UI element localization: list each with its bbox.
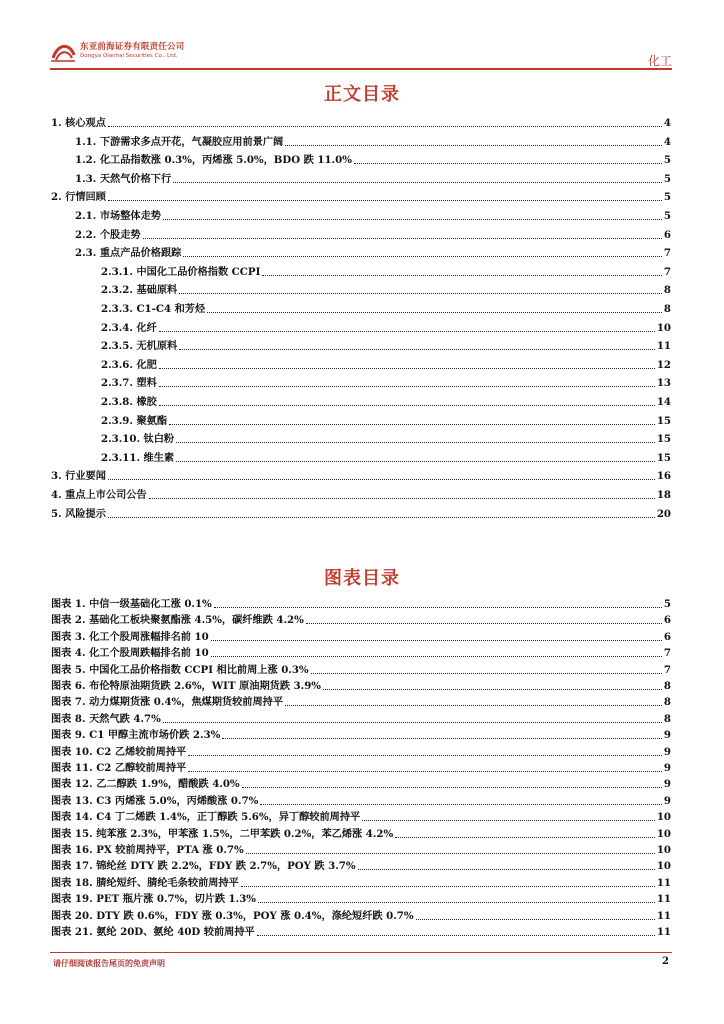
leader-dots — [246, 853, 655, 854]
entry-label: 图表 8. 天然气跌 4.7% — [51, 712, 161, 725]
leader-dots — [176, 442, 655, 443]
entry-label: 2.2. 个股走势 — [75, 228, 141, 241]
entry-page: 9 — [663, 729, 671, 742]
entry-page: 6 — [663, 228, 671, 241]
entry-page: 6 — [663, 630, 671, 643]
entry-label: 图表 7. 动力煤期货涨 0.4%，焦煤期货较前周持平 — [51, 696, 284, 709]
toc-entry[interactable] — [51, 430, 671, 446]
entry-label: 图表 13. C3 丙烯涨 5.0%，丙烯酸涨 0.7% — [51, 794, 259, 807]
entry-label: 1.2. 化工品指数涨 0.3%，丙烯涨 5.0%，BDO 跌 11.0% — [75, 154, 352, 167]
entry-page: 5 — [663, 191, 671, 204]
entry-page: 10 — [656, 844, 671, 856]
page-header — [0, 0, 724, 72]
entry-page: 10 — [656, 811, 671, 824]
leader-dots — [159, 405, 655, 406]
entry-page: 11 — [656, 926, 671, 938]
entry-label: 2.3.2. 基础原料 — [101, 284, 178, 297]
entry-page: 20 — [656, 507, 671, 520]
entry-page: 9 — [663, 778, 671, 791]
entry-page: 11 — [656, 909, 671, 922]
figure-entry[interactable] — [51, 825, 671, 841]
figure-entry[interactable] — [51, 874, 671, 890]
leader-dots — [179, 293, 662, 294]
leader-dots — [214, 607, 662, 608]
leader-dots — [358, 869, 655, 870]
leader-dots — [395, 837, 655, 838]
entry-page: 4 — [663, 135, 671, 148]
entry-page: 18 — [656, 489, 671, 501]
entry-page: 5 — [663, 154, 671, 167]
entry-label: 图表 2. 基础化工板块聚氨酯涨 4.5%，碳纤维跌 4.2% — [51, 614, 304, 627]
entry-page: 8 — [663, 303, 671, 315]
toc-entry[interactable] — [51, 188, 671, 204]
toc-entry[interactable] — [51, 151, 671, 167]
leader-dots — [354, 163, 662, 164]
entry-label: 1.1. 下游需求多点开花，气凝胶应用前景广阔 — [75, 135, 284, 148]
entry-page: 7 — [663, 647, 671, 660]
entry-label: 2.1. 市场整体走势 — [75, 210, 161, 222]
figure-entry[interactable] — [51, 857, 671, 873]
entry-label: 图表 11. C2 乙醇较前周持平 — [51, 762, 187, 774]
entry-page: 16 — [656, 470, 671, 483]
entry-label: 2.3.7. 塑料 — [101, 377, 157, 390]
entry-label: 图表 17. 锦纶丝 DTY 跌 2.2%，FDY 跌 2.7%，POY 跌 3.7% — [51, 860, 356, 873]
entry-page: 6 — [663, 614, 671, 627]
entry-label: 图表 16. PX 较前周持平，PTA 涨 0.7% — [51, 844, 244, 856]
entry-label: 1. 核心观点 — [51, 117, 106, 129]
leader-dots — [260, 804, 662, 805]
entry-label: 图表 1. 中信一级基础化工涨 0.1% — [51, 598, 212, 610]
page-number: 2 — [662, 956, 669, 967]
toc-entry[interactable] — [51, 263, 671, 279]
leader-dots — [257, 935, 655, 936]
leader-dots — [159, 386, 655, 387]
entry-label: 2.3.8. 橡胶 — [101, 396, 157, 408]
leader-dots — [163, 722, 662, 723]
toc-title: 正文目录 — [324, 84, 400, 105]
figures-title: 图表目录 — [324, 568, 400, 589]
leader-dots — [258, 902, 655, 903]
leader-dots — [176, 461, 655, 462]
entry-page: 9 — [663, 794, 671, 807]
figure-entry[interactable] — [51, 890, 671, 906]
toc-entry[interactable] — [51, 449, 671, 465]
entry-label: 2.3.1. 中国化工品价格指数 CCPI — [101, 265, 261, 278]
figure-entry[interactable] — [51, 775, 671, 791]
toc-entry[interactable] — [51, 337, 671, 353]
toc-entry[interactable] — [51, 114, 671, 130]
entry-label: 2. 行情回顾 — [51, 191, 106, 204]
entry-page: 14 — [656, 396, 671, 408]
leader-dots — [108, 200, 662, 201]
toc-entry[interactable] — [51, 300, 671, 316]
entry-page: 13 — [656, 377, 671, 390]
entry-label: 4. 重点上市公司公告 — [51, 489, 147, 501]
leader-dots — [242, 787, 662, 788]
figure-entry[interactable] — [51, 792, 671, 808]
figure-entry[interactable] — [51, 808, 671, 824]
entry-label: 图表 18. 腈纶短纤、腈纶毛条较前周持平 — [51, 876, 239, 889]
entry-label: 2.3.11. 维生素 — [101, 451, 175, 464]
entry-page: 4 — [663, 117, 671, 129]
leader-dots — [179, 349, 655, 350]
company-name-en: Dongya Qianhai Securities Co., Ltd. — [80, 53, 178, 59]
figure-entry[interactable] — [51, 661, 671, 677]
entry-label: 2.3.5. 无机原料 — [101, 340, 178, 353]
entry-label: 1.3. 天然气价格下行 — [75, 172, 172, 185]
leader-dots — [211, 656, 662, 657]
leader-dots — [306, 623, 662, 624]
entry-page: 15 — [656, 433, 671, 446]
entry-page: 8 — [663, 696, 671, 709]
leader-dots — [159, 368, 655, 369]
figure-entry[interactable] — [51, 693, 671, 709]
entry-page: 11 — [656, 340, 671, 353]
header-divider — [50, 68, 672, 70]
leader-dots — [362, 820, 655, 821]
entry-page: 10 — [656, 827, 671, 840]
leader-dots — [163, 219, 662, 220]
figure-entry[interactable] — [51, 628, 671, 644]
entry-label: 5. 风险提示 — [51, 507, 106, 520]
entry-page: 5 — [663, 172, 671, 185]
leader-dots — [285, 705, 662, 706]
figure-entry[interactable] — [51, 923, 671, 939]
toc-entry[interactable] — [51, 412, 671, 428]
entry-page: 15 — [656, 414, 671, 427]
entry-label: 2.3.3. C1-C4 和芳烃 — [101, 303, 206, 315]
entry-label: 2.3. 重点产品价格跟踪 — [75, 247, 182, 260]
leader-dots — [188, 771, 662, 772]
entry-page: 5 — [663, 210, 671, 222]
leader-dots — [285, 145, 662, 146]
toc-entry[interactable] — [51, 374, 671, 390]
figure-entry[interactable] — [51, 677, 671, 693]
entry-label: 图表 9. C1 甲醇主流市场价跌 2.3% — [51, 729, 221, 742]
leader-dots — [149, 498, 655, 499]
entry-label: 图表 12. 乙二醇跌 1.9%，醋酸跌 4.0% — [51, 778, 240, 791]
leader-dots — [169, 424, 655, 425]
entry-page: 7 — [663, 265, 671, 278]
leader-dots — [241, 886, 655, 887]
entry-page: 9 — [663, 762, 671, 774]
figure-entry[interactable] — [51, 611, 671, 627]
disclaimer-note: 请仔细阅读报告尾页的免责声明 — [53, 959, 165, 968]
toc-entry[interactable] — [51, 319, 671, 335]
leader-dots — [222, 738, 662, 739]
leader-dots — [188, 755, 662, 756]
toc-entry[interactable] — [51, 393, 671, 409]
entry-page: 8 — [663, 712, 671, 725]
leader-dots — [183, 256, 662, 257]
leader-dots — [108, 479, 655, 480]
company-name-cn: 东亚前海证券有限责任公司 — [80, 42, 185, 52]
entry-label: 2.3.6. 化肥 — [101, 358, 157, 371]
toc-entry[interactable] — [51, 486, 671, 502]
entry-label: 2.3.10. 钛白粉 — [101, 433, 175, 446]
toc-entry[interactable] — [51, 467, 671, 483]
entry-page: 8 — [663, 284, 671, 297]
leader-dots — [108, 126, 662, 127]
entry-page: 11 — [656, 893, 671, 906]
toc-entry[interactable] — [51, 505, 671, 521]
company-logo-icon — [50, 39, 76, 65]
entry-label: 图表 14. C4 丁二烯跌 1.4%，正丁醇跌 5.6%，异丁醇较前周持平 — [51, 811, 361, 824]
entry-label: 图表 20. DTY 跌 0.6%，FDY 涨 0.3%，POY 涨 0.4%，涤纶短纤跌 0.7% — [51, 909, 414, 922]
toc-entry[interactable] — [51, 226, 671, 242]
figure-entry[interactable] — [51, 759, 671, 775]
entry-page: 15 — [656, 451, 671, 464]
leader-dots — [143, 238, 662, 239]
entry-page: 11 — [656, 876, 671, 889]
toc-entry[interactable] — [51, 170, 671, 186]
entry-page: 9 — [663, 745, 671, 758]
leader-dots — [416, 919, 655, 920]
footer-divider — [50, 952, 672, 953]
entry-label: 3. 行业要闻 — [51, 470, 106, 483]
figure-entry[interactable] — [51, 726, 671, 742]
entry-label: 图表 10. C2 乙烯较前周持平 — [51, 745, 187, 758]
figure-entry[interactable] — [51, 644, 671, 660]
figure-entry[interactable] — [51, 710, 671, 726]
figure-entry[interactable] — [51, 907, 671, 923]
leader-dots — [159, 331, 655, 332]
entry-label: 图表 6. 布伦特原油期货跌 2.6%，WIT 原油期货跌 3.9% — [51, 680, 321, 692]
figure-entry[interactable] — [51, 595, 671, 611]
leader-dots — [262, 275, 662, 276]
figure-entry[interactable] — [51, 841, 671, 857]
toc-entry[interactable] — [51, 244, 671, 260]
leader-dots — [173, 182, 662, 183]
leader-dots — [323, 689, 662, 690]
entry-page: 8 — [663, 680, 671, 692]
leader-dots — [211, 640, 662, 641]
toc-entry[interactable] — [51, 281, 671, 297]
entry-label: 图表 19. PET 瓶片涨 0.7%，切片跌 1.3% — [51, 893, 256, 906]
leader-dots — [108, 517, 655, 518]
figure-entry[interactable] — [51, 743, 671, 759]
entry-page: 5 — [663, 598, 671, 610]
toc-entry[interactable] — [51, 133, 671, 149]
entry-label: 图表 15. 纯苯涨 2.3%，甲苯涨 1.5%，二甲苯跌 0.2%，苯乙烯涨 4.2% — [51, 827, 394, 840]
entry-label: 图表 4. 化工个股周跌幅排名前 10 — [51, 647, 209, 660]
toc-entry[interactable] — [51, 356, 671, 372]
entry-label: 图表 21. 氨纶 20D、氨纶 40D 较前周持平 — [51, 926, 255, 938]
entry-page: 7 — [663, 663, 671, 676]
entry-label: 2.3.9. 聚氨酯 — [101, 414, 168, 427]
industry-label: 化工 — [647, 54, 672, 68]
entry-page: 10 — [656, 321, 671, 334]
leader-dots — [207, 312, 662, 313]
entry-page: 12 — [656, 358, 671, 371]
entry-page: 7 — [663, 247, 671, 260]
entry-label: 图表 5. 中国化工品价格指数 CCPI 相比前周上涨 0.3% — [51, 663, 309, 676]
entry-page: 10 — [656, 860, 671, 873]
entry-label: 图表 3. 化工个股周涨幅排名前 10 — [51, 630, 209, 643]
entry-label: 2.3.4. 化纤 — [101, 321, 157, 334]
leader-dots — [311, 673, 662, 674]
toc-entry[interactable] — [51, 207, 671, 223]
